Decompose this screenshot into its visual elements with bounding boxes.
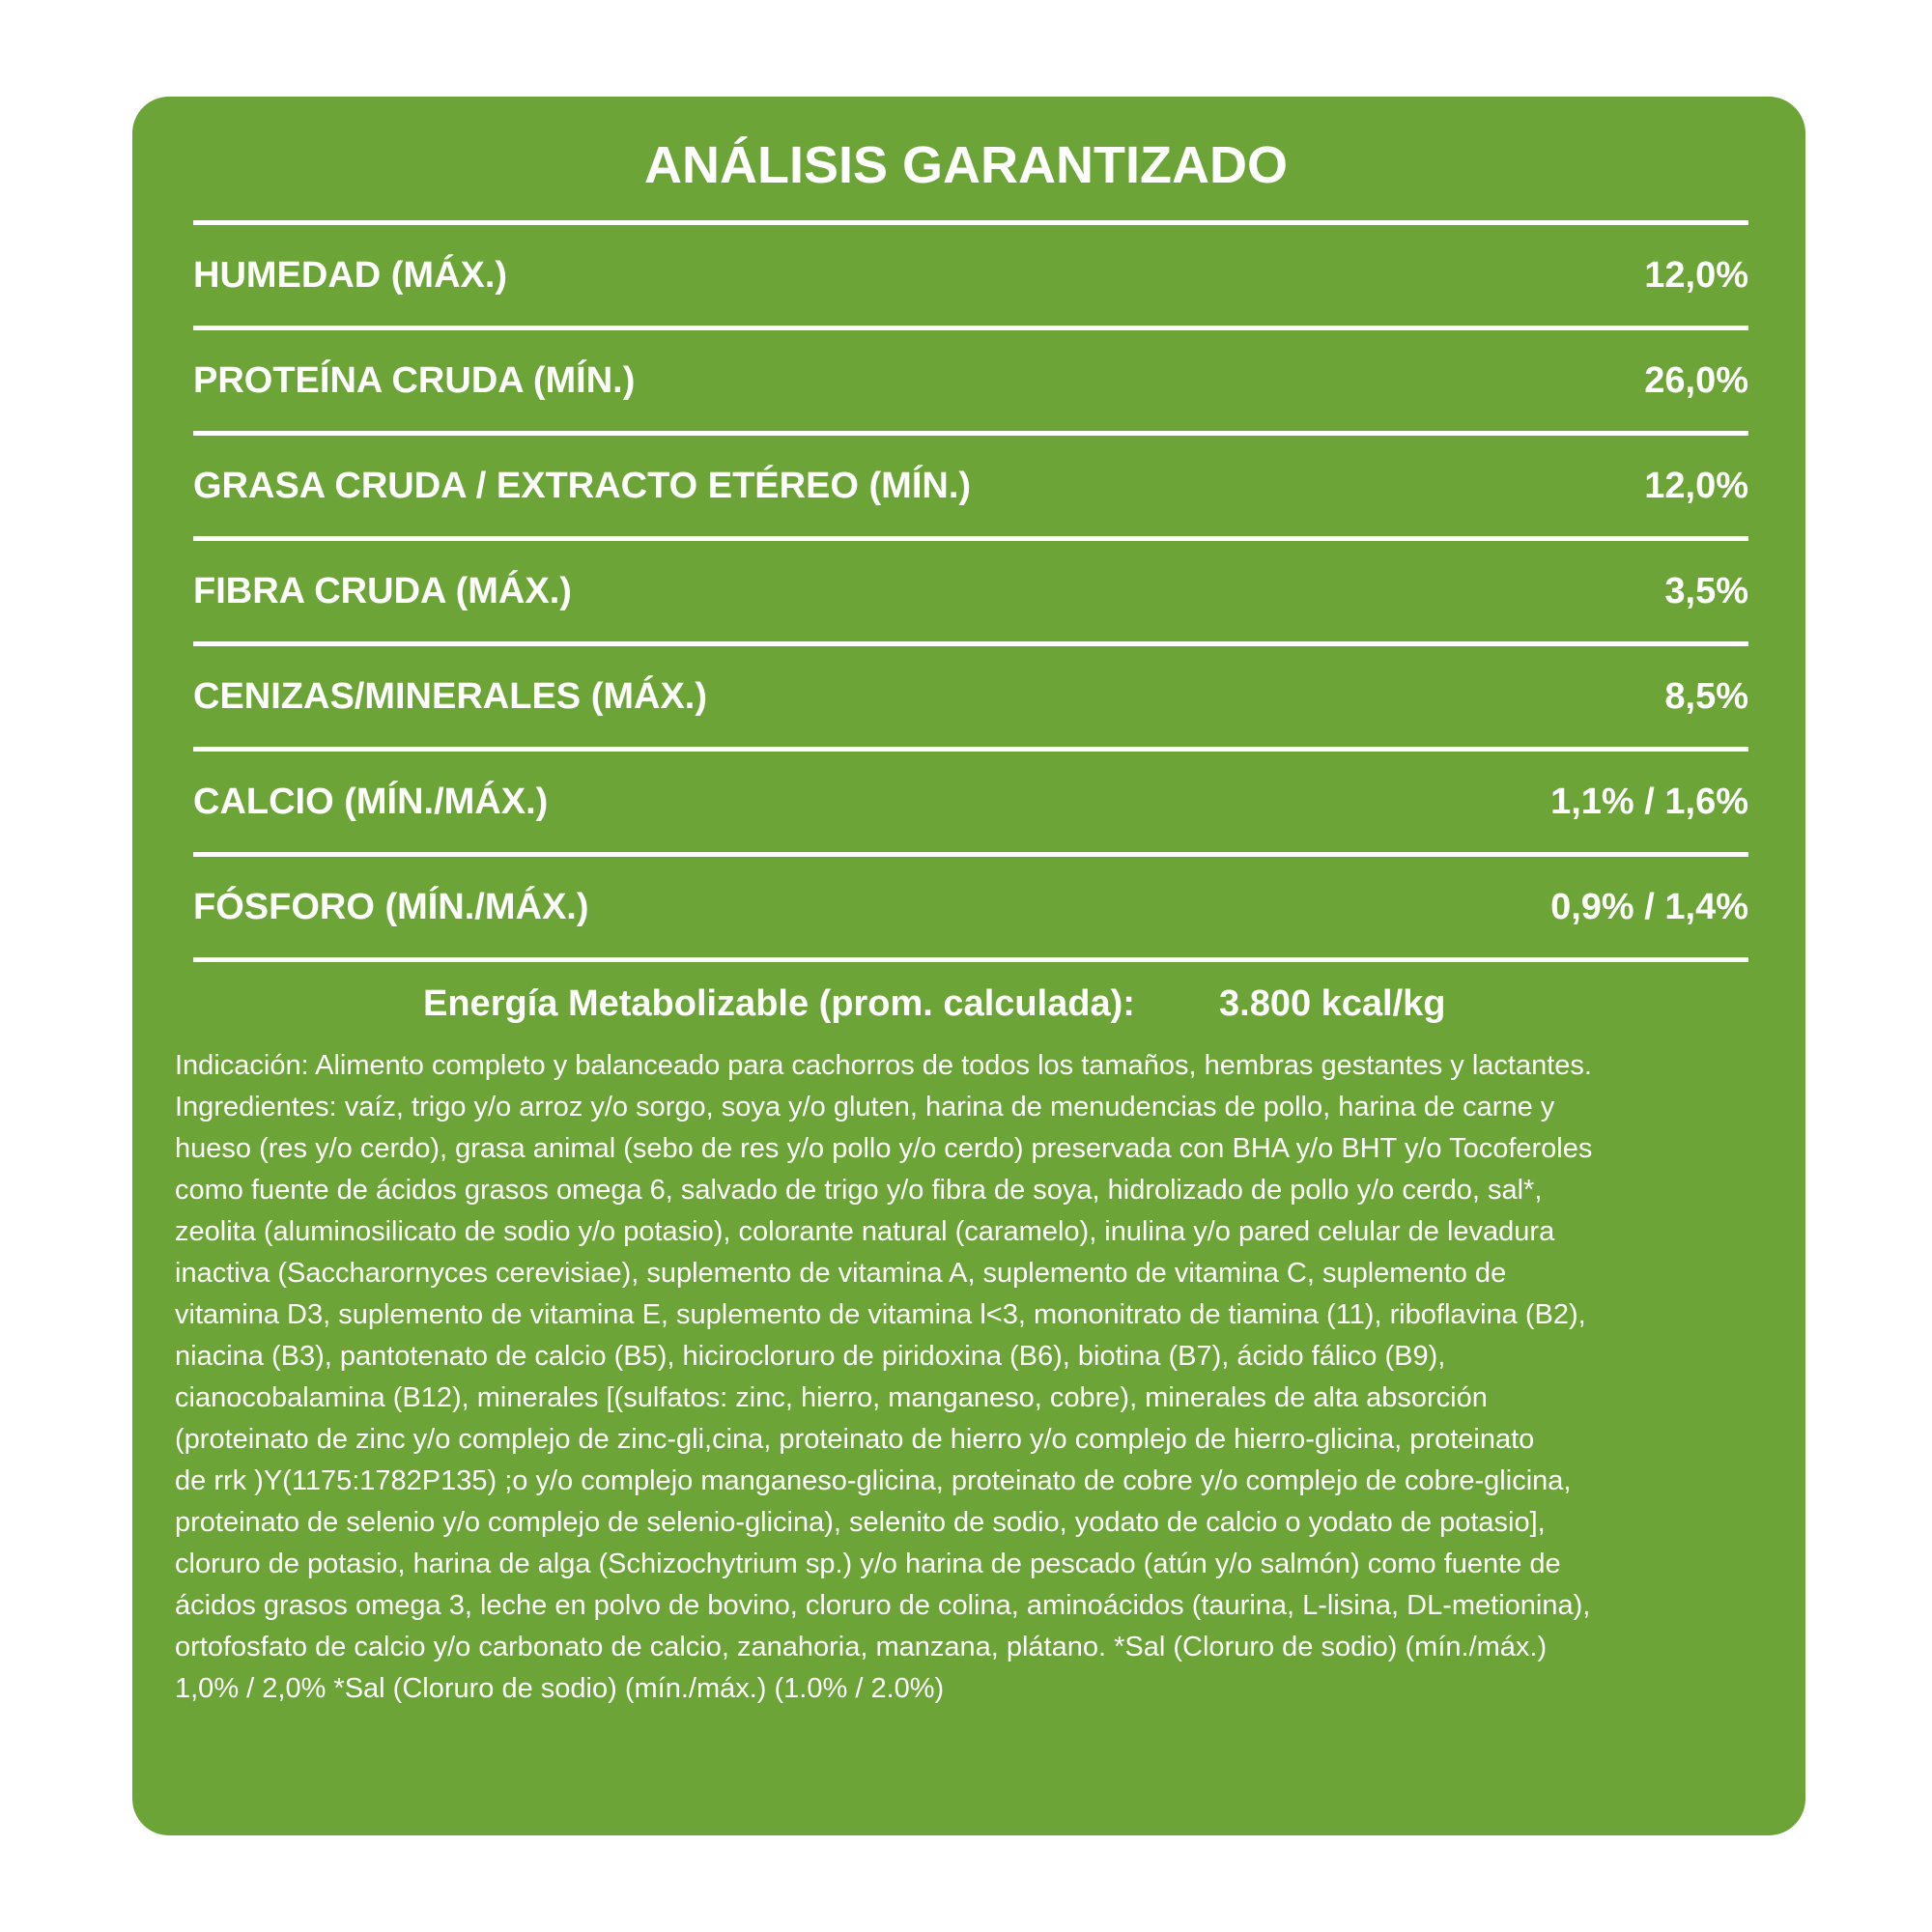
text-line: proteinato de selenio y/o complejo de selenio-glicina), selenito de sodio, yodato de calcio o yodato de potasio],: [175, 1507, 1546, 1538]
text-line: como fuente de ácidos grasos omega 6, salvado de trigo y/o fibra de soya, hidrolizado de pollo y/o cerdo, sal*,: [175, 1175, 1543, 1206]
row-value: 12,0%: [1644, 254, 1748, 296]
row-label: PROTEÍNA CRUDA (MÍN.): [193, 359, 636, 401]
text-line: inactiva (Saccharornyces cerevisiae), suplemento de vitamina A, suplemento de vitamina C, suplemento de: [175, 1258, 1507, 1289]
ingredients-text: [175, 1045, 1769, 1710]
row-label: CALCIO (MÍN./MÁX.): [193, 781, 549, 822]
text-line: cianocobalamina (B12), minerales [(sulfatos: zinc, hierro, manganeso, cobre), minerales de alta absorción: [175, 1382, 1488, 1413]
row-value: 1,1% / 1,6%: [1550, 781, 1748, 822]
text-line: ortofosfato de calcio y/o carbonato de calcio, zanahoria, manzana, plátano. *Sal (Cloruro de sodio) (mín./máx.): [175, 1632, 1548, 1662]
row-value: 3,5%: [1664, 570, 1748, 611]
analysis-table: [193, 220, 1748, 962]
text-line: (proteinato de zinc y/o complejo de zinc-gli,cina, proteinato de hierro y/o complejo de hierro-glicina, proteinato: [175, 1424, 1535, 1455]
row-value: 0,9% / 1,4%: [1550, 886, 1748, 927]
row-label: FIBRA CRUDA (MÁX.): [193, 570, 572, 611]
text-line: vitamina D3, suplemento de vitamina E, suplemento de vitamina l<3, mononitrato de tiamina (11), riboflavina (B2),: [175, 1299, 1586, 1330]
table-row: [193, 857, 1748, 957]
row-value: 8,5%: [1664, 675, 1748, 717]
text-line: 1,0% / 2,0% *Sal (Cloruro de sodio) (mín./máx.) (1.0% / 2.0%): [175, 1673, 945, 1704]
table-divider: [193, 957, 1748, 962]
table-row: [193, 752, 1748, 852]
row-label: GRASA CRUDA / EXTRACTO ETÉREO (MÍN.): [193, 465, 972, 506]
table-row: [193, 225, 1748, 326]
row-label: FÓSFORO (MÍN./MÁX.): [193, 886, 589, 927]
text-line: Indicación: Alimento completo y balanceado para cachorros de todos los tamaños, hembras gestantes y lactantes.: [175, 1050, 1592, 1081]
text-line: Ingredientes: vaíz, trigo y/o arroz y/o sorgo, soya y/o gluten, harina de menudencias de pollo, harina de carne y: [175, 1092, 1555, 1122]
table-row: [193, 436, 1748, 536]
table-row: [193, 330, 1748, 431]
text-line: ácidos grasos omega 3, leche en polvo de bovino, cloruro de colina, aminoácidos (taurina, L-lisina, DL-metionina),: [175, 1590, 1591, 1621]
table-row: [193, 646, 1748, 747]
row-label: CENIZAS/MINERALES (MÁX.): [193, 675, 707, 717]
text-line: cloruro de potasio, harina de alga (Schizochytrium sp.) y/o harina de pescado (atún y/o salmón) como fuente de: [175, 1548, 1561, 1579]
text-line: niacina (B3), pantotenato de calcio (B5), hicirocloruro de piridoxina (B6), biotina (B7), ácido fálico (B9),: [175, 1341, 1446, 1372]
row-value: 12,0%: [1644, 465, 1748, 506]
row-label: HUMEDAD (MÁX.): [193, 254, 508, 296]
row-value: 26,0%: [1644, 359, 1748, 401]
page-title: ANÁLISIS GARANTIZADO: [644, 136, 1288, 194]
text-line: hueso (res y/o cerdo), grasa animal (sebo de res y/o pollo y/o cerdo) preservada con BHA y/o BHT y/o Tocoferoles: [175, 1133, 1593, 1164]
text-line: zeolita (aluminosilicato de sodio y/o potasio), colorante natural (caramelo), inulina y/o pared celular de levadura: [175, 1216, 1555, 1247]
energy-label: Energía Metabolizable (prom. calculada):: [423, 983, 1135, 1024]
text-line: de rrk )Y(1175:1782P135) ;o y/o complejo manganeso-glicina, proteinato de cobre y/o complejo de cobre-glicina,: [175, 1465, 1572, 1496]
energy-value: 3.800 kcal/kg: [1219, 983, 1446, 1024]
table-row: [193, 541, 1748, 641]
